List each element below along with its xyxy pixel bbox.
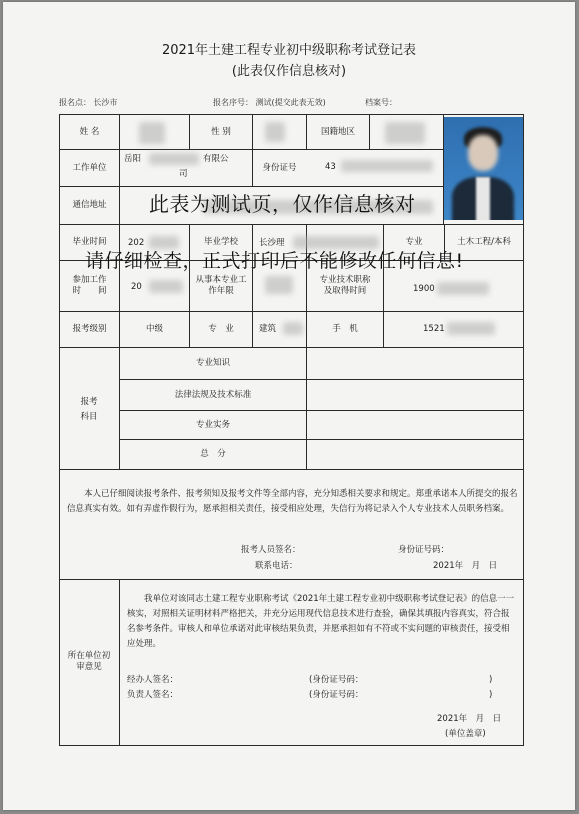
registration-form-page	[3, 2, 575, 810]
gender-value-redacted	[265, 122, 285, 142]
row-line	[59, 469, 524, 470]
phone-value: 1521	[423, 324, 445, 334]
review-text: 我单位对该同志土建工程专业职称考试《2021年土建工程专业初中级职称考试登记表》的信息一一核实，对照相关证明材料严格把关，并充分运用现代信息技术进行查验，确保其填报内容真实，符合报名参考条件。审核人和单位承诺对此审核结果负责，并愿承担如有不符或不实问题的审核责任，接受相应处理。	[127, 594, 515, 649]
work-time-label: 参加工作时 间	[72, 275, 107, 296]
workplace-value: 岳阳	[124, 154, 142, 164]
chief-id-label: (身份证号码：	[309, 690, 364, 700]
idcard-label: 身份证号	[262, 162, 297, 173]
col-line	[119, 579, 120, 745]
idcard-redacted	[341, 160, 433, 172]
level-value: 中级	[145, 324, 163, 334]
subject-total: 总 分	[200, 449, 226, 459]
name-label: 姓 名	[79, 126, 100, 137]
applicant-phone-label: 联系电话：	[255, 561, 298, 571]
handler-sign-label: 经办人签名：	[127, 675, 179, 685]
row-line	[59, 579, 524, 580]
form-subtitle: (此表仅作信息核对)	[231, 64, 347, 79]
specialty-value: 建筑	[259, 324, 277, 334]
handler-id-close: )	[489, 675, 493, 685]
declaration-text: 本人已仔细阅读报考条件、报考须知及报考文件等全部内容，充分知悉相关要求和规定。郑重承诺本人所提交的报名信息真实有效。如有弄虚作假行为，愿承担相关责任，接受相应处理，失信行为将记录入个人专业技术人员职务档案。	[67, 489, 518, 514]
col-line	[306, 347, 307, 469]
work-time-value: 20	[131, 282, 142, 292]
apply-serial: 报名序号： 测试(提交此表无效)	[213, 98, 326, 107]
work-time-redacted	[149, 280, 183, 293]
applicant-sign-label: 报考人员签名：	[241, 545, 301, 555]
work-years-redacted	[265, 276, 293, 294]
phone-label: 手 机	[332, 324, 358, 334]
workplace-value-c: 司	[179, 169, 188, 179]
school-label: 毕业学校	[203, 237, 238, 247]
unit-seal: (单位盖章)	[445, 729, 486, 739]
chief-id-close: )	[489, 690, 493, 700]
form-title: 2021年土建工程专业初中级职称考试登记表	[161, 43, 417, 58]
work-years-label: 从事本专业工作年限	[195, 275, 247, 296]
subject-practice: 专业实务	[195, 419, 230, 430]
applicant-photo	[444, 117, 523, 220]
school-value: 长沙理	[259, 238, 285, 248]
test-watermark-line1: 此表为测试页，仅作信息核对	[149, 192, 416, 216]
phone-redacted	[447, 322, 495, 335]
address-label: 通信地址	[72, 200, 107, 210]
workplace-value-b: 有限公	[203, 154, 229, 164]
major-label: 专业	[405, 237, 423, 247]
subject-law-standards: 法律法规及技术标准	[174, 389, 252, 400]
tech-title-value: 1900	[413, 284, 435, 294]
col-line	[252, 224, 253, 347]
nation-label: 国籍地区	[320, 126, 355, 137]
specialty-redacted	[283, 322, 303, 335]
specialty-label: 专 业	[208, 324, 234, 334]
major-value: 土木工程/本科	[457, 237, 511, 247]
table-border-top	[59, 114, 524, 115]
apply-point: 报名点： 长沙市	[59, 98, 118, 107]
applicant-id-label: 身份证号码：	[398, 545, 450, 555]
subjects-label: 报考科目	[80, 396, 98, 422]
grad-time-value: 202	[128, 238, 145, 248]
gender-label: 性 别	[211, 126, 231, 137]
workplace-redacted	[149, 153, 199, 165]
grad-time-label: 毕业时间	[72, 237, 107, 247]
archive-number: 档案号：	[365, 98, 397, 107]
test-watermark-line2: 请仔细检查，正式打印后不能修改任何信息!	[85, 250, 464, 272]
col-line	[252, 114, 253, 150]
workplace-label: 工作单位	[72, 162, 107, 173]
nation-value-redacted	[385, 122, 425, 144]
level-label: 报考级别	[72, 324, 107, 334]
table-border-right	[523, 114, 524, 746]
declaration-date: 2021年 月 日	[433, 561, 498, 571]
col-line	[369, 114, 370, 150]
subject-professional-knowledge: 专业知识	[195, 358, 230, 368]
name-value-redacted	[139, 122, 165, 144]
table-border-bottom	[59, 745, 524, 746]
handler-id-label: (身份证号码：	[309, 675, 364, 685]
tech-title-redacted	[437, 282, 489, 295]
tech-title-label: 专业技术职称及取得时间	[319, 275, 371, 296]
review-label: 所在单位初审意见	[67, 651, 111, 672]
idcard-value: 43	[325, 162, 336, 172]
review-date: 2021年 月 日	[437, 714, 502, 724]
chief-sign-label: 负责人签名：	[127, 690, 179, 700]
